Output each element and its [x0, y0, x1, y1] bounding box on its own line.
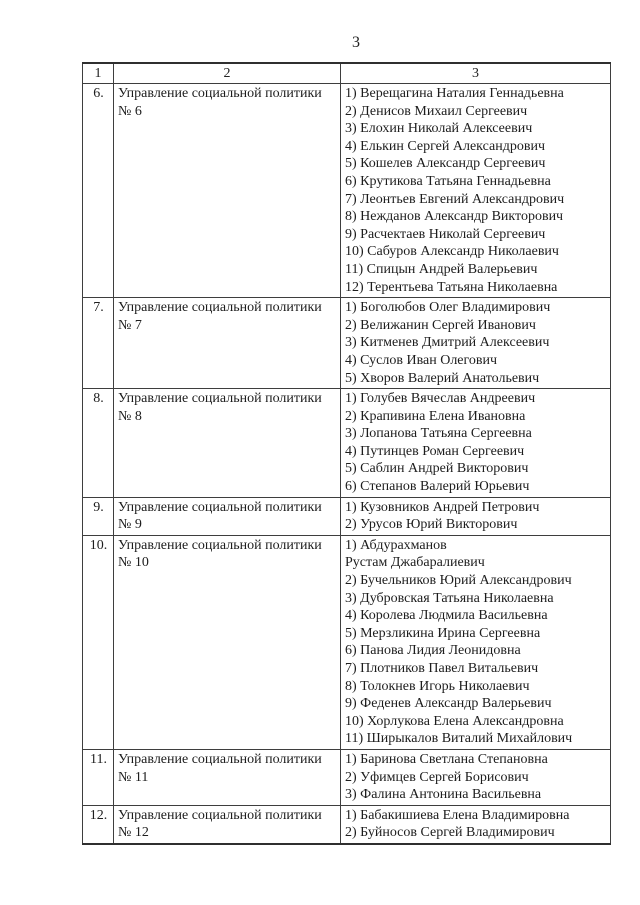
person-name-line: 8) Нежданов Александр Викторович: [345, 209, 564, 225]
table-row: [83, 535, 611, 749]
department-name: Управление социальной политики: [118, 537, 322, 553]
row-number: 11.: [83, 749, 114, 805]
table-body: [83, 84, 611, 844]
person-name-line: 6) Степанов Валерий Юрьевич: [345, 479, 530, 495]
table-row: [83, 298, 611, 389]
department-cell: [114, 749, 341, 805]
person-name-line: 4) Королева Людмила Васильевна: [345, 608, 548, 624]
names-cell: [341, 84, 611, 298]
names-cell: [341, 389, 611, 498]
row-number: 7.: [83, 298, 114, 389]
row-number: 10.: [83, 535, 114, 749]
person-name-line: 6) Крутикова Татьяна Геннадьевна: [345, 173, 551, 189]
person-name-line: 1) Боголюбов Олег Владимирович: [345, 300, 551, 316]
person-name-line: 12) Терентьева Татьяна Николаевна: [345, 279, 558, 295]
person-name-line: 2) Урусов Юрий Викторович: [345, 517, 518, 533]
person-name-line: 4) Елькин Сергей Александрович: [345, 138, 545, 154]
names-cell: [341, 497, 611, 535]
table-row: [83, 389, 611, 498]
page-number: 3: [352, 34, 360, 51]
department-cell: [114, 497, 341, 535]
table-row: [83, 84, 611, 298]
department-name: Управление социальной политики: [118, 300, 322, 316]
row-number: 8.: [83, 389, 114, 498]
person-name-line: 5) Мерзликина Ирина Сергеевна: [345, 625, 541, 641]
department-number: № 8: [118, 408, 142, 424]
person-name-line: 7) Плотников Павел Витальевич: [345, 661, 539, 676]
names-cell: [341, 298, 611, 389]
person-name-line: 9) Расчектаев Николай Сергеевич: [345, 226, 546, 242]
person-name-line: 10) Сабуров Александр Николаевич: [345, 244, 559, 260]
table-row: [83, 497, 611, 535]
person-name-line: 1) Баринова Светлана Степановна: [345, 751, 548, 767]
person-name-line: 6) Панова Лидия Леонидовна: [345, 643, 521, 659]
person-name-line: 1) Бабакишиева Елена Владимировна: [345, 807, 570, 823]
person-name-line: 4) Суслов Иван Олегович: [345, 352, 498, 368]
person-name-line: 5) Хворов Валерий Анатольевич: [345, 370, 540, 386]
person-name-line: 2) Уфимцев Сергей Борисович: [345, 769, 529, 785]
department-cell: [114, 805, 341, 844]
col-header-2: 2: [114, 63, 341, 84]
roster-table: [82, 62, 611, 845]
person-name-line: 7) Леонтьев Евгений Александрович: [345, 191, 565, 207]
department-name: Управление социальной политики: [118, 751, 322, 767]
table-row: [83, 805, 611, 844]
department-number: № 9: [118, 517, 142, 533]
col-header-3: 3: [341, 63, 611, 84]
person-name-line: 2) Велижанин Сергей Иванович: [345, 317, 536, 333]
person-name-line: 3) Елохин Николай Алексеевич: [345, 121, 533, 137]
person-name-line: 11) Спицын Андрей Валерьевич: [345, 261, 538, 277]
person-name-line: 3) Дубровская Татьяна Николаевна: [345, 590, 554, 606]
department-name: Управление социальной политики: [118, 807, 322, 823]
department-number: № 6: [118, 103, 142, 119]
header-row: [83, 63, 611, 84]
person-name-line: 1) Верещагина Наталия Геннадьевна: [345, 86, 564, 101]
row-number: 9.: [83, 497, 114, 535]
names-cell: [341, 805, 611, 844]
row-number: 6.: [83, 84, 114, 298]
department-name: Управление социальной политики: [118, 499, 322, 515]
person-name-line: 1) Голубев Вячеслав Андреевич: [345, 391, 536, 407]
names-cell: [341, 535, 611, 749]
department-number: № 10: [118, 555, 149, 571]
person-name-line: 2) Бучельников Юрий Александрович: [345, 573, 572, 589]
person-name-line: 2) Денисов Михаил Сергеевич: [345, 103, 528, 119]
department-name: Управление социальной политики: [118, 391, 322, 407]
department-cell: [114, 84, 341, 298]
person-name-line: 3) Лопанова Татьяна Сергеевна: [345, 426, 532, 442]
department-name: Управление социальной политики: [118, 86, 322, 101]
person-name-line: 10) Хорлукова Елена Александровна: [345, 713, 564, 729]
department-cell: [114, 389, 341, 498]
person-name-line: 8) Толокнев Игорь Николаевич: [345, 678, 530, 694]
person-name-line: 1) Кузовников Андрей Петрович: [345, 499, 540, 515]
person-name-line: 2) Крапивина Елена Ивановна: [345, 408, 526, 424]
table-row: [83, 749, 611, 805]
row-number: 12.: [83, 805, 114, 844]
person-name-line: Рустам Джабаралиевич: [345, 555, 485, 571]
person-name-line: 3) Китменев Дмитрий Алексеевич: [345, 335, 550, 351]
person-name-line: 4) Путинцев Роман Сергеевич: [345, 443, 525, 459]
person-name-line: 1) Абдурахманов: [345, 537, 447, 553]
department-number: № 11: [118, 769, 149, 785]
person-name-line: 3) Фалина Антонина Васильевна: [345, 787, 542, 803]
person-name-line: 5) Кошелев Александр Сергеевич: [345, 156, 546, 172]
person-name-line: 2) Буйносов Сергей Владимирович: [345, 825, 555, 841]
names-cell: [341, 749, 611, 805]
col-header-1: 1: [83, 63, 114, 84]
person-name-line: 5) Саблин Андрей Викторович: [345, 461, 529, 477]
department-number: № 7: [118, 317, 142, 333]
department-cell: [114, 535, 341, 749]
department-cell: [114, 298, 341, 389]
person-name-line: 11) Ширыкалов Виталий Михайлович: [345, 731, 573, 747]
person-name-line: 9) Феденев Александр Валерьевич: [345, 696, 552, 712]
department-number: № 12: [118, 825, 149, 841]
